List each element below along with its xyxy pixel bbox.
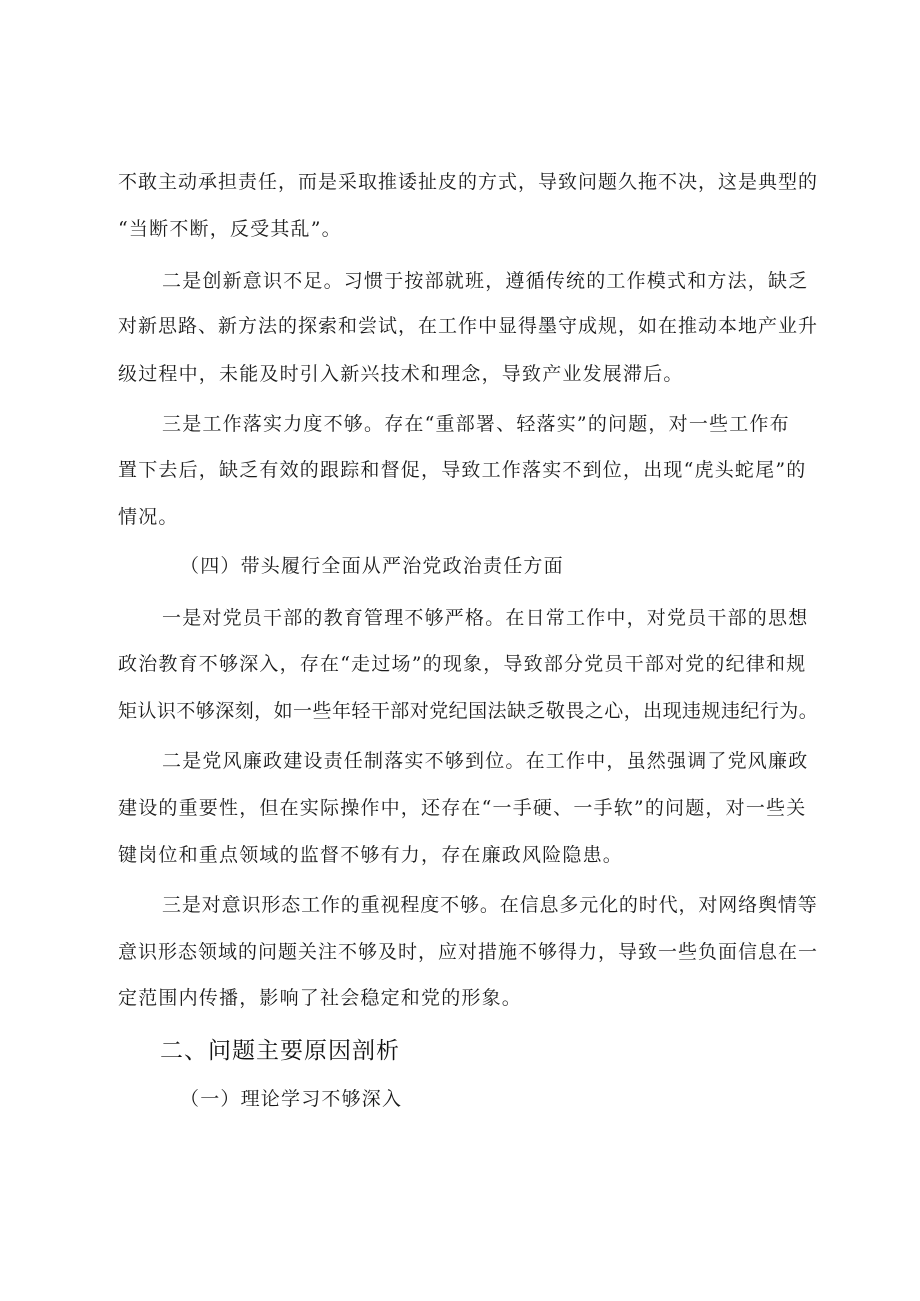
subheading: （一）理论学习不够深入 — [180, 1088, 403, 1110]
paragraph-line: 不敢主动承担责任，而是采取推诿扯皮的方式，导致问题久拖不决，这是典型的 — [118, 171, 819, 193]
paragraph-line: 三是对意识形态工作的重视程度不够。在信息多元化的时代，对网络舆情等 — [162, 894, 818, 916]
paragraph-line: 键岗位和重点领域的监督不够有力，存在廉政风险隐患。 — [118, 844, 624, 866]
paragraph-line: 二是党风廉政建设责任制落实不够到位。在工作中，虽然强调了党风廉政 — [162, 750, 809, 772]
paragraph-line: 情况。 — [118, 506, 179, 528]
paragraph-line: 对新思路、新方法的探索和尝试，在工作中显得墨守成规，如在推动本地产业升 — [118, 315, 819, 337]
paragraph-line: 置下去后，缺乏有效的跟踪和督促，导致工作落实不到位，出现“虎头蛇尾”的 — [118, 459, 807, 481]
paragraph-line: 矩认识不够深刻，如一些年轻干部对党纪国法缺乏敬畏之心，出现违规违纪行为。 — [118, 700, 819, 722]
paragraph-line: 二是创新意识不足。习惯于按部就班，遵循传统的工作模式和方法，缺乏 — [162, 270, 809, 292]
paragraph-line: 政治教育不够深入，存在“走过场”的现象，导致部分党员干部对党的纪律和规 — [118, 653, 807, 675]
paragraph-line: 三是工作落实力度不够。存在“重部署、轻落实”的问题，对一些工作布 — [162, 413, 790, 435]
section-heading: 二、问题主要原因剖析 — [160, 1038, 400, 1064]
paragraph-line: 建设的重要性，但在实际操作中，还存在“一手硬、一手软”的问题，对一些关 — [118, 797, 807, 819]
paragraph-line: 定范围内传播，影响了社会稳定和党的形象。 — [118, 987, 523, 1009]
paragraph-line: 一是对党员干部的教育管理不够严格。在日常工作中，对党员干部的思想 — [162, 607, 809, 629]
paragraph-line: “当断不断，反受其乱”。 — [118, 218, 342, 240]
paragraph-line: 意识形态领域的问题关注不够及时，应对措施不够得力，导致一些负面信息在一 — [118, 941, 819, 963]
paragraph-line: 级过程中，未能及时引入新兴技术和理念，导致产业发展滞后。 — [118, 363, 684, 385]
subheading: （四）带头履行全面从严治党政治责任方面 — [180, 555, 564, 577]
